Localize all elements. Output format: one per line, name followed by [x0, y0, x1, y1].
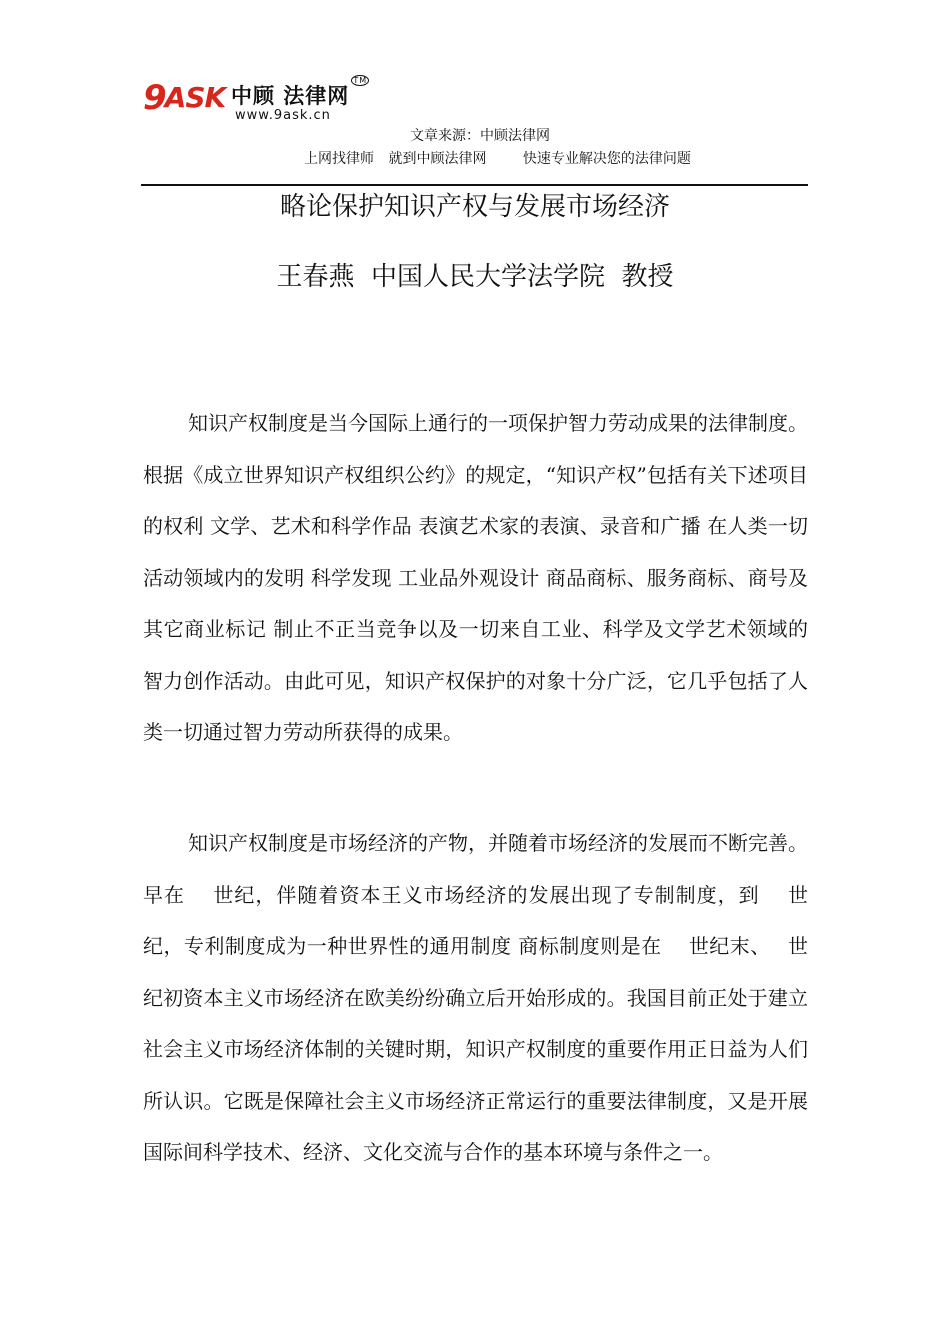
article-author: 王春燕 中国人民大学法学院 教授 [276, 262, 674, 292]
slogan [304, 148, 691, 168]
slogan-part: 上网找律师 [304, 151, 374, 167]
body-paragraph: 知识产权制度是当今国际上通行的一项保护智力劳动成果的法律制度。根据《成立世界知识产权组织公约》的规定，“知识产权”包括有关下述项目的权利 文学、艺术和科学作品 表演艺术家的表演、录音和广播 在人类一切活动领域内的发明 科学发现 工业品外观设计 商品商标、服务商标、商号及其它商业标记 制止不正当竞争以及一切来自工业、科学及文学艺术领域的智力创作活动。由此可见，知识产权保护的对象十分广泛，它几乎包括了人类一切通过智力劳动所获得的成果。 [143, 411, 808, 744]
logo-name: 中顾 法律网™ [231, 76, 368, 108]
slogan-part: 就到中顾法律网 [388, 151, 487, 167]
trademark-icon: TM [353, 76, 368, 85]
logo-9-glyph: 9 [143, 78, 165, 118]
logo-mark [143, 76, 225, 120]
logo-url: www.9ask.cn [235, 108, 331, 123]
slogan-part: 快速专业解决您的法律问题 [522, 151, 691, 167]
source-line: 文章来源：中顾法律网 [410, 128, 550, 144]
body-paragraph: 知识产权制度是市场经济的产物，并随着市场经济的发展而不断完善。早在 世纪，伴随着资本王义市场经济的发展出现了专制制度，到 世纪，专利制度成为一种世界性的通用制度 商标制度则是在 世纪末、 世纪初资本主义市场经济在欧美纷纷确立后开始形成的。我国目前正处于建立社会主义市场经济体制的关键时期，知识产权制度的重要作用正日益为人们所认识。它既是保障社会主义市场经济正常运行的重要法律制度，又是开展国际间科学技术、经济、文化交流与合作的基本环境与条件之一。 [143, 831, 808, 1164]
logo-ask-glyph: ASK [164, 81, 226, 114]
site-logo[interactable] [143, 76, 373, 126]
article-title: 略论保护知识产权与发展市场经济 [279, 192, 670, 222]
